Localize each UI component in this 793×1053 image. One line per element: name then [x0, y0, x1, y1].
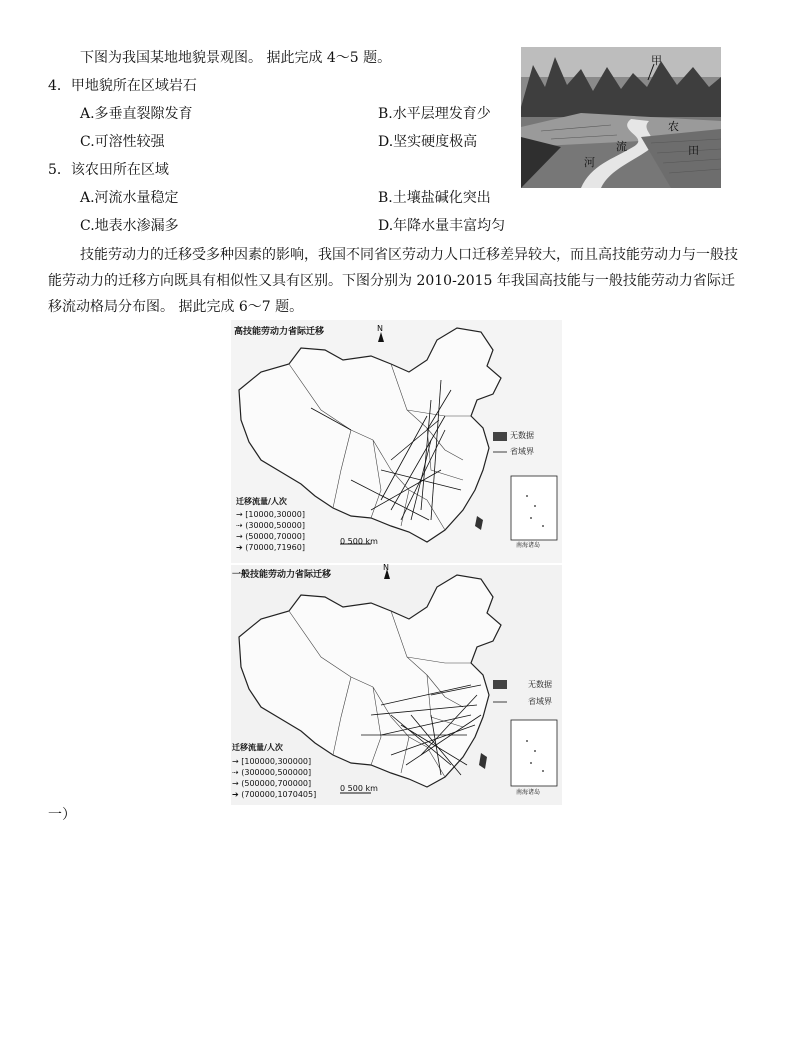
landscape-photo	[521, 47, 721, 188]
map2-legend-1: → [100000,300000]	[232, 757, 312, 766]
q4-option-d: D.坚实硬度极高	[378, 134, 478, 150]
intro-4-5: 下图为我国某地地貌景观图。 据此完成 4～5 题。	[80, 50, 392, 66]
map1-inset-label: 南海诸岛	[516, 542, 541, 549]
map1-north: N	[377, 324, 383, 333]
map1-boundary: 省域界	[510, 447, 534, 456]
q5-stem: 5．该农田所在区域	[48, 162, 169, 178]
q4-option-b: B.水平层理发育少	[378, 106, 491, 122]
map1-title: 高技能劳动力省际迁移	[234, 327, 325, 337]
q5-option-a: A.河流水量稳定	[80, 190, 179, 206]
photo-label-liu: 流	[616, 140, 627, 153]
map2-nodata: 无数据	[528, 680, 552, 689]
map2-scale: 0 500 km	[340, 784, 378, 793]
map2-legend-2: ⇢ (300000,500000]	[232, 768, 312, 777]
intro-6-7: 技能劳动力的迁移受多种因素的影响，我国不同省区劳动力人口迁移差异较大，而且高技能劳动力与一般技能劳动力的迁移方向既具有相似性又具有区别。下图分别为 2010-2015 年我国高技能与一般技能劳动力省际迁移流动格局分布图。 据此完成 6～7 题。	[48, 247, 738, 315]
q4-option-c: C.可溶性较强	[80, 134, 165, 150]
map2-north: N	[383, 563, 389, 572]
map2-legend-title: 迁移流量/人次	[232, 743, 283, 752]
photo-label-jia: 甲	[651, 54, 662, 67]
q5-option-b: B.土壤盐碱化突出	[378, 190, 491, 206]
q4-option-a: A.多垂直裂隙发育	[80, 106, 193, 122]
map2-legend-4: ➔ (700000,1070405]	[232, 790, 317, 799]
map1-nodata: 无数据	[510, 431, 534, 440]
photo-label-nong: 农	[668, 120, 679, 133]
map1-legend-title: 迁移流量/人次	[236, 497, 287, 506]
footer-fragment: 一）	[48, 807, 76, 823]
photo-label-he: 河	[584, 156, 595, 169]
map1-legend-3: → (50000,70000]	[236, 532, 305, 541]
map2-title: 一般技能劳动力省际迁移	[232, 570, 332, 580]
map1-legend-1: → [10000,30000]	[236, 510, 305, 519]
map2-inset-label: 南海诸岛	[516, 789, 541, 796]
photo-label-tian: 田	[688, 144, 699, 157]
map2-legend-3: → (500000,700000]	[232, 779, 312, 788]
map1-legend-4: ➔ (70000,71960]	[236, 543, 305, 552]
map2-boundary: 省域界	[528, 697, 552, 706]
q4-stem: 4．甲地貌所在区域岩石	[48, 78, 197, 94]
q5-option-c: C.地表水渗漏多	[80, 218, 179, 234]
map1-legend-2: ⇢ (30000,50000]	[236, 521, 305, 530]
photo-pointer-line	[646, 62, 676, 82]
q5-option-d: D.年降水量丰富均匀	[378, 218, 506, 234]
map1-scale: 0 500 km	[340, 537, 378, 546]
